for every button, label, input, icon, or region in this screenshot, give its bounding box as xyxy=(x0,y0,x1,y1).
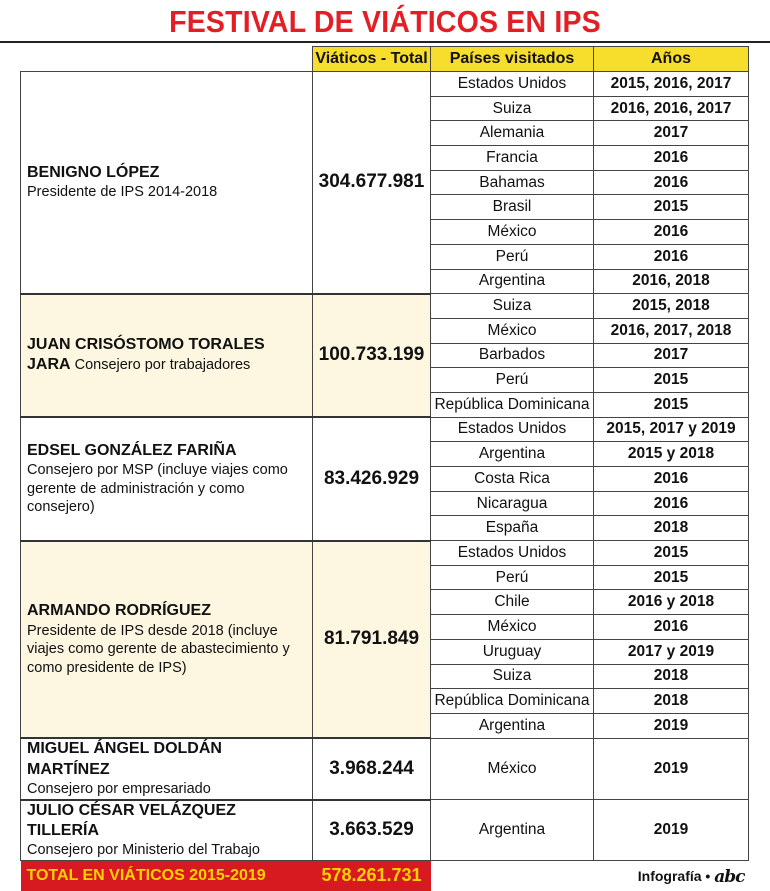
country-cell: México xyxy=(431,615,594,640)
country-cell: Francia xyxy=(431,146,594,171)
person-name: MIGUEL ÁNGEL DOLDÁN MARTÍNEZ xyxy=(27,740,222,778)
years-cell: 2017 y 2019 xyxy=(594,639,749,664)
total-viaticos: 83.426.929 xyxy=(313,417,431,540)
total-viaticos: 3.663.529 xyxy=(313,800,431,861)
years-cell: 2018 xyxy=(594,516,749,541)
header-years: Años xyxy=(594,47,749,72)
years-cell: 2016, 2017, 2018 xyxy=(594,318,749,343)
years-cell: 2019 xyxy=(594,800,749,861)
table-row xyxy=(21,72,749,97)
footer-label: TOTAL EN VIÁTICOS 2015-2019 xyxy=(21,861,313,891)
person-name: JULIO CÉSAR VELÁZQUEZ TILLERÍA xyxy=(27,801,236,840)
person-cell xyxy=(21,738,313,799)
total-viaticos: 81.791.849 xyxy=(313,541,431,739)
years-cell: 2015 xyxy=(594,541,749,566)
country-cell: Nicaragua xyxy=(431,491,594,516)
footer-total: 578.261.731 xyxy=(313,861,431,891)
person-name: ARMANDO RODRÍGUEZ xyxy=(27,602,211,620)
years-cell: 2016 xyxy=(594,467,749,492)
title-divider xyxy=(0,41,770,43)
years-cell: 2016 xyxy=(594,146,749,171)
footer-credit xyxy=(431,861,749,891)
years-cell: 2017 xyxy=(594,343,749,368)
person-role: Presidente de IPS 2014-2018 xyxy=(27,184,218,201)
years-cell: 2015 y 2018 xyxy=(594,442,749,467)
person-name: BENIGNO LÓPEZ xyxy=(27,163,160,181)
country-cell: Suiza xyxy=(431,96,594,121)
country-cell: Argentina xyxy=(431,800,594,861)
country-cell: Perú xyxy=(431,244,594,269)
years-cell: 2015, 2018 xyxy=(594,294,749,319)
country-cell: Argentina xyxy=(431,269,594,294)
country-cell: Estados Unidos xyxy=(431,541,594,566)
person-role: Presidente de IPS desde 2018 (incluye viajes como gerente de abastecimiento y como presidente de IPS) xyxy=(27,622,290,676)
person-name: JUAN CRISÓSTOMO TORALES JARA xyxy=(27,335,265,374)
years-cell: 2015 xyxy=(594,195,749,220)
country-cell: México xyxy=(431,738,594,799)
person-cell xyxy=(21,294,313,417)
years-cell: 2019 xyxy=(594,713,749,738)
footer-row xyxy=(21,861,749,891)
credit-text: Infografía • xyxy=(637,868,711,885)
total-viaticos: 304.677.981 xyxy=(313,72,431,294)
total-viaticos: 100.733.199 xyxy=(313,294,431,417)
person-role: Consejero por empresariado xyxy=(27,781,211,797)
person-role: Consejero por trabajadores xyxy=(74,357,251,374)
country-cell: República Dominicana xyxy=(431,689,594,714)
country-cell: Uruguay xyxy=(431,639,594,664)
country-cell: Argentina xyxy=(431,713,594,738)
country-cell: Argentina xyxy=(431,442,594,467)
table-row xyxy=(21,294,749,319)
years-cell: 2016 xyxy=(594,244,749,269)
abc-logo-icon: abc xyxy=(714,867,745,888)
table-row xyxy=(21,738,749,799)
header-total: Viáticos - Total xyxy=(313,47,431,72)
years-cell: 2015, 2016, 2017 xyxy=(594,72,749,97)
country-cell: Suiza xyxy=(431,294,594,319)
person-cell xyxy=(21,72,313,294)
country-cell: México xyxy=(431,220,594,245)
years-cell: 2016 y 2018 xyxy=(594,590,749,615)
person-cell xyxy=(21,800,313,861)
country-cell: México xyxy=(431,318,594,343)
years-cell: 2016, 2016, 2017 xyxy=(594,96,749,121)
country-cell: España xyxy=(431,516,594,541)
country-cell: República Dominicana xyxy=(431,392,594,417)
table-row xyxy=(21,417,749,442)
table-row xyxy=(21,541,749,566)
country-cell: Perú xyxy=(431,368,594,393)
country-cell: Bahamas xyxy=(431,170,594,195)
years-cell: 2015 xyxy=(594,368,749,393)
person-cell xyxy=(21,541,313,739)
table-row xyxy=(21,800,749,861)
country-cell: Suiza xyxy=(431,664,594,689)
years-cell: 2017 xyxy=(594,121,749,146)
country-cell: Costa Rica xyxy=(431,467,594,492)
header-row xyxy=(21,47,749,72)
years-cell: 2019 xyxy=(594,738,749,799)
years-cell: 2016 xyxy=(594,220,749,245)
country-cell: Estados Unidos xyxy=(431,72,594,97)
person-role: Consejero por MSP (incluye viajes como gerente de administración y como consejero) xyxy=(27,462,288,516)
country-cell: Barbados xyxy=(431,343,594,368)
years-cell: 2016 xyxy=(594,170,749,195)
country-cell: Perú xyxy=(431,565,594,590)
years-cell: 2015 xyxy=(594,565,749,590)
person-name: EDSEL GONZÁLEZ FARIÑA xyxy=(27,441,237,459)
viaticos-table xyxy=(20,46,749,891)
page-title: FESTIVAL DE VIÁTICOS EN IPS xyxy=(169,4,601,39)
years-cell: 2016 xyxy=(594,491,749,516)
person-role: Consejero por Ministerio del Trabajo xyxy=(27,842,260,859)
years-cell: 2018 xyxy=(594,689,749,714)
years-cell: 2015, 2017 y 2019 xyxy=(594,417,749,442)
country-cell: Chile xyxy=(431,590,594,615)
country-cell: Alemania xyxy=(431,121,594,146)
table-body xyxy=(21,72,749,861)
total-viaticos: 3.968.244 xyxy=(313,738,431,799)
years-cell: 2016 xyxy=(594,615,749,640)
country-cell: Estados Unidos xyxy=(431,417,594,442)
years-cell: 2016, 2018 xyxy=(594,269,749,294)
years-cell: 2018 xyxy=(594,664,749,689)
header-blank xyxy=(21,47,313,72)
country-cell: Brasil xyxy=(431,195,594,220)
person-cell xyxy=(21,417,313,540)
years-cell: 2015 xyxy=(594,392,749,417)
header-countries: Países visitados xyxy=(431,47,594,72)
